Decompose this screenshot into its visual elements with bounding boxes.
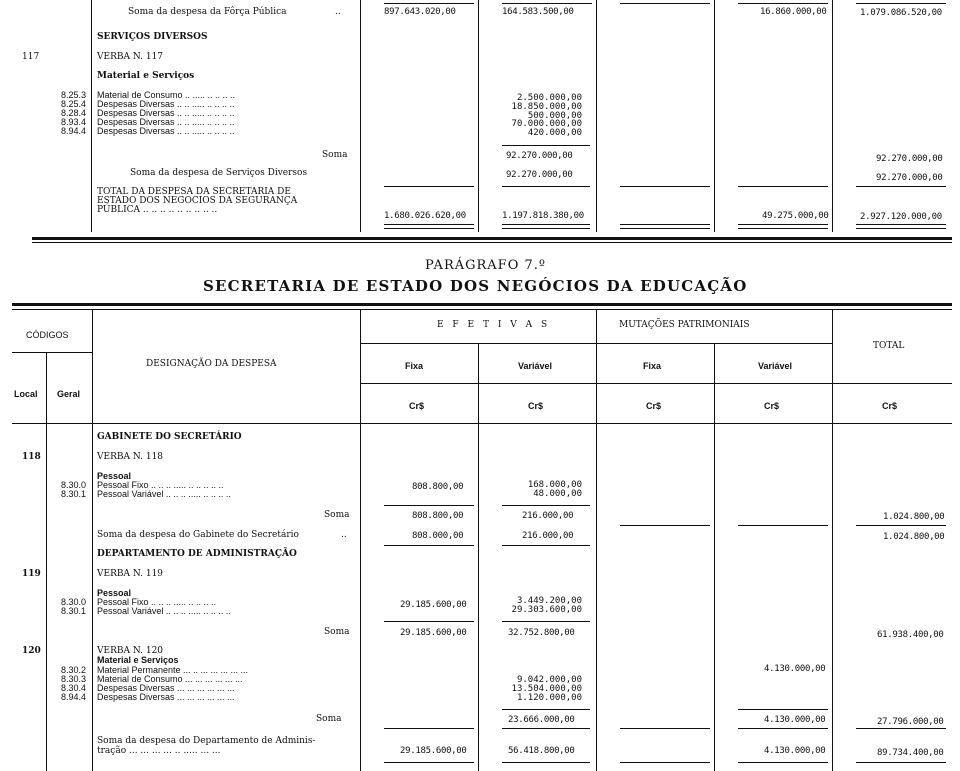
mat-serv-117: Material e Serviços [97, 71, 195, 81]
soma-120-total: 27.796.000,00 [877, 717, 944, 727]
soma-120-var: 23.666.000,00 [508, 715, 575, 725]
paragraph-title: SECRETARIA DE ESTADO DOS NEGÓCIOS DA EDUCAÇÃO [203, 277, 748, 295]
gabinete-sum-var: 216.000,00 [522, 531, 574, 541]
verba-117-code: 117 [22, 52, 40, 62]
serv-sum-var: 92.270.000,00 [506, 170, 573, 180]
mat-serv-120: Material e Serviços [97, 655, 179, 665]
servicos-title: SERVIÇOS DIVERSOS [97, 32, 208, 42]
soma-119-total: 61.938.400,00 [877, 630, 944, 640]
administracao-sum-fixa: 29.185.600,00 [400, 746, 467, 756]
gabinete-title: GABINETE DO SECRETÁRIO [97, 432, 242, 442]
soma-120-mut: 4.130.000,00 [764, 715, 826, 725]
header-codigos: CÓDIGOS [26, 330, 69, 340]
verba-119: VERBA N. 119 [97, 569, 164, 579]
verba-120: VERBA N. 120 [97, 646, 164, 656]
serv-sum-label: Soma da despesa de Serviços Diversos [130, 168, 308, 178]
paragraph-number: PARÁGRAFO 7.º [425, 258, 547, 273]
serv-values: 2.500.000,00 18.850.000,00 500.000,00 70.000.000,00 420.000,00 [511, 93, 582, 139]
var-119: 3.449.200,00 29.303.600,00 [511, 596, 582, 615]
administracao-pessoal: Pessoal [97, 588, 132, 598]
gabinete-var: 168.000,00 48.000,00 [527, 480, 582, 499]
administracao-sum-var: 56.418.800,00 [508, 746, 575, 756]
currency-var: Cr$ [528, 401, 544, 411]
verba-119-code: 119 [22, 569, 41, 579]
verba-118: VERBA N. 118 [97, 452, 164, 462]
fixa-119: 29.185.600,00 [400, 600, 467, 610]
total-mut-var: 49.275.000,00 [762, 211, 829, 221]
header-mutacoes: MUTAÇÕES PATRIMONIAIS [619, 320, 750, 330]
header-total: TOTAL [873, 341, 905, 351]
codes-119: 8.30.0 8.30.1 [60, 597, 86, 616]
gabinete-items: Pessoal Fixo .. .. .. ..... .. .. .. .. .. Pessoal Variável .. .. .. ..... .. .. .. .. [97, 480, 231, 499]
serv-sum-total: 92.270.000,00 [876, 173, 943, 183]
forca-mut-var: 16.860.000,00 [760, 7, 827, 17]
currency-mut-fixa: Cr$ [646, 401, 662, 411]
serv-soma-total: 92.270.000,00 [876, 154, 943, 164]
gabinete-soma-fixa: 808.800,00 [412, 511, 464, 521]
verba-117: VERBA N. 117 [97, 52, 164, 62]
verba-120-code: 120 [22, 646, 41, 656]
gabinete-codes: 8.30.0 8.30.1 [60, 480, 86, 499]
header-designacao: DESIGNAÇÃO DA DESPESA [146, 359, 277, 369]
verba-118-code: 118 [22, 452, 41, 462]
forca-sum-label: Soma da despesa da Fôrça Pública [128, 7, 287, 17]
codes-120: 8.30.2 8.30.3 8.30.4 8.94.4 [60, 665, 86, 702]
administracao-sum-total: 89.734.400,00 [877, 748, 944, 758]
var-120: 9.042.000,00 13.504.000,00 1.120.000,00 [511, 675, 582, 703]
header-efetivas: E F E T I V A S [437, 320, 551, 330]
serv-items: Material de Consumo .. ..... .. .. .. .. Despesas Diversas .. .. ..... .. .. .. .. Despesas Diversas .. .. ..... .. .. .. .. Despesas Diversas .. .. ..... .. .. .. .. Despesas Diversas .. .. ..... .. .. .. .. [97, 90, 236, 136]
gabinete-sum-total: 1.024.800,00 [883, 532, 945, 542]
administracao-sum-mut: 4.130.000,00 [764, 746, 826, 756]
soma-119-fixa: 29.185.600,00 [400, 628, 467, 638]
serv-soma-label: Soma [322, 150, 348, 160]
total-label: TOTAL DA DESPESA DA SECRETARIA DE ESTADO DOS NEGOCIOS DA SEGURANÇA PÚBLICA .. .. .. .. .. .. .. .. .. [97, 187, 298, 215]
header-geral: Geral [57, 389, 81, 399]
gabinete-soma-var: 216.000,00 [522, 511, 574, 521]
total-var: 1.197.818.380,00 [502, 211, 584, 221]
gabinete-pessoal: Pessoal [97, 471, 132, 481]
items-120: Material Permanente ... .. ... ... ... ... ... Material de Consumo ... ... ... ... ... ... Despesas Diversas ... ... ... ... ... ... Despesas Diversas ... ... ... ... ... ... [97, 665, 249, 702]
mut-120: 4.130.000,00 [764, 664, 826, 674]
header-fixa: Fixa [405, 361, 424, 371]
gabinete-fixa: 808.800,00 [412, 482, 464, 492]
gabinete-soma-label: Soma [324, 510, 350, 520]
currency-total: Cr$ [882, 401, 898, 411]
administracao-title: DEPARTAMENTO DE ADMINISTRAÇÃO [97, 549, 297, 559]
total-fixa: 1.680.026.620,00 [384, 211, 466, 221]
forca-total: 1.079.086.520,00 [860, 8, 942, 18]
currency-fixa: Cr$ [409, 401, 425, 411]
gabinete-sum-fixa: 808.000,00 [412, 531, 464, 541]
total-total: 2.927.120.000,00 [860, 212, 942, 222]
items-119: Pessoal Fixo .. .. .. ..... .. .. .. .. Pessoal Variável .. .. .. ..... .. .. .. .. [97, 597, 231, 616]
soma-119-var: 32.752.800,00 [508, 628, 575, 638]
forca-fixa: 897.643.020,00 [384, 7, 456, 17]
serv-codes: 8.25.3 8.25.4 8.28.4 8.93.4 8.94.4 [60, 90, 86, 136]
administracao-sum-label: Soma da despesa do Departamento de Adminis- tração ... ... ... ... .. ..... ... ... [97, 736, 316, 756]
header-variavel-mut: Variável [758, 361, 793, 371]
forca-var: 164.583.500,00 [502, 7, 574, 17]
header-fixa-mut: Fixa [643, 361, 662, 371]
currency-mut-var: Cr$ [764, 401, 780, 411]
soma-120-label: Soma [316, 714, 342, 724]
header-local: Local [14, 389, 38, 399]
serv-soma-var: 92.270.000,00 [506, 151, 573, 161]
soma-119-label: Soma [324, 627, 350, 637]
gabinete-soma-total: 1.024.800,00 [883, 512, 945, 522]
gabinete-sum-label: Soma da despesa do Gabinete do Secretário [97, 530, 299, 540]
header-variavel: Variável [518, 361, 553, 371]
